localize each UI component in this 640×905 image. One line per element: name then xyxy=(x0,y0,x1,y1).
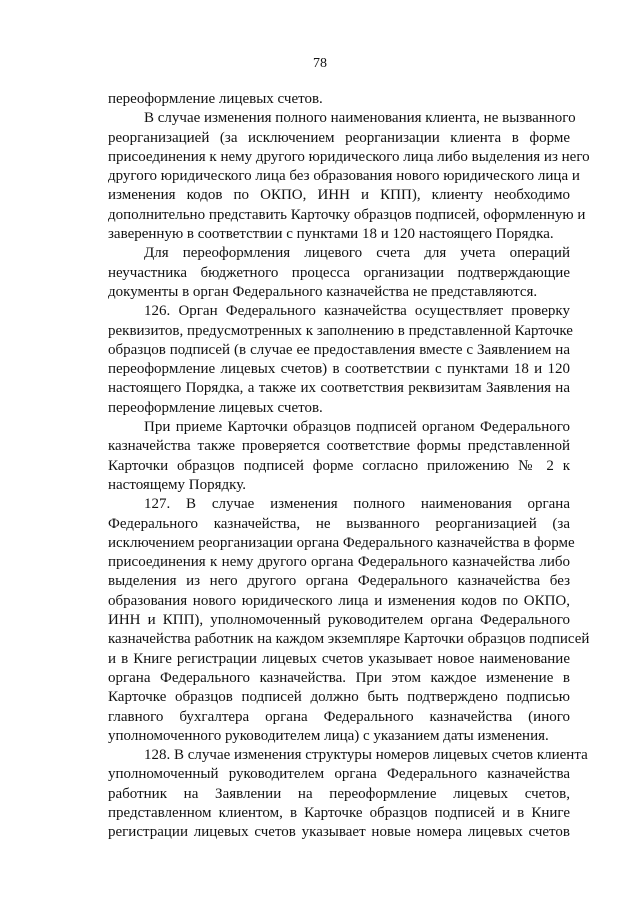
text-line: 126. Орган Федерального казначейства осуществляет проверку xyxy=(144,303,570,320)
text-line: Карточке образцов подписей должно быть подтверждено подписью xyxy=(108,689,570,706)
paragraph xyxy=(108,495,590,746)
text-line: уполномоченный руководителем органа Федерального казначейства xyxy=(108,766,570,783)
paragraph xyxy=(108,109,590,244)
document-body xyxy=(108,90,590,843)
paragraph xyxy=(108,746,588,842)
text-line: неучастника бюджетного процесса организации подтверждающие xyxy=(108,264,570,281)
text-line: При приеме Карточки образцов подписей органом Федерального xyxy=(144,419,570,436)
text-line: документы в орган Федерального казначейства не представляются. xyxy=(108,283,538,300)
text-line: 128. В случае изменения структуры номеров лицевых счетов клиента xyxy=(144,747,588,764)
text-line: заверенную в соответствии с пунктами 18 и 120 настоящего Порядка. xyxy=(108,226,554,243)
text-line: настоящему Порядку. xyxy=(108,476,246,493)
paragraph xyxy=(108,302,573,418)
text-line: образования нового юридического лица и изменения кодов по ОКПО, xyxy=(108,592,570,609)
text-line: работник на Заявлении на переоформление лицевых счетов, xyxy=(108,785,570,802)
text-line: исключением реорганизации органа Федерального казначейства в форме xyxy=(108,534,575,551)
page-number: 78 xyxy=(313,56,327,71)
text-line: образцов подписей (в случае ее предоставления вместе с Заявлением на xyxy=(108,341,570,358)
text-line: присоединения к нему другого юридического лица либо выделения из него xyxy=(108,148,590,165)
text-line: и в Книге регистрации лицевых счетов указывает новое наименование xyxy=(108,650,570,667)
text-line: изменения кодов по ОКПО, ИНН и КПП), клиенту необходимо xyxy=(108,187,570,204)
text-line: казначейства также проверяется соответствие формы представленной xyxy=(108,438,570,455)
text-line: представленном клиентом, в Карточке образцов подписей и в Книге xyxy=(108,804,570,821)
paragraph xyxy=(108,244,570,302)
text-line: казначейства работник на каждом экземпляре Карточки образцов подписей xyxy=(108,631,590,648)
text-line: Для переоформления лицевого счета для учета операций xyxy=(144,245,570,262)
text-line: Карточки образцов подписей форме согласно приложению № 2 к xyxy=(108,457,570,474)
text-line: переоформление лицевых счетов. xyxy=(108,399,323,416)
text-line: настоящего Порядка, а также их соответствия реквизитам Заявления на xyxy=(108,380,570,397)
text-line: В случае изменения полного наименования клиента, не вызванного xyxy=(144,110,576,127)
text-line: главного бухгалтера органа Федерального казначейства (иного xyxy=(108,708,570,725)
text-line: ИНН и КПП), уполномоченный руководителем органа Федерального xyxy=(108,612,570,629)
text-line: выделения из него другого органа Федерального казначейства без xyxy=(108,573,570,590)
text-line: переоформление лицевых счетов. xyxy=(108,91,323,107)
text-line: дополнительно представить Карточку образцов подписей, оформленную и xyxy=(108,206,586,223)
text-line: регистрации лицевых счетов указывает новые номера лицевых счетов xyxy=(108,824,570,841)
text-line: 127. В случае изменения полного наименования органа xyxy=(144,496,570,513)
text-line: переоформление лицевых счетов) в соответствии с пунктами 18 и 120 xyxy=(108,361,570,378)
text-line: реквизитов, предусмотренных к заполнению в представленной Карточке xyxy=(108,322,573,339)
text-line: Федерального казначейства, не вызванного реорганизацией (за xyxy=(108,515,570,532)
text-line: уполномоченного руководителем лица) с указанием даты изменения. xyxy=(108,727,549,744)
text-line: органа Федерального казначейства. При этом каждое изменение в xyxy=(108,669,570,686)
paragraph xyxy=(108,90,570,109)
paragraph xyxy=(108,418,570,495)
text-line: реорганизацией (за исключением реорганизации клиента в форме xyxy=(108,129,570,146)
text-line: другого юридического лица без образования нового юридического лица и xyxy=(108,168,580,185)
text-line: присоединения к нему другого органа Федерального казначейства либо xyxy=(108,554,570,571)
